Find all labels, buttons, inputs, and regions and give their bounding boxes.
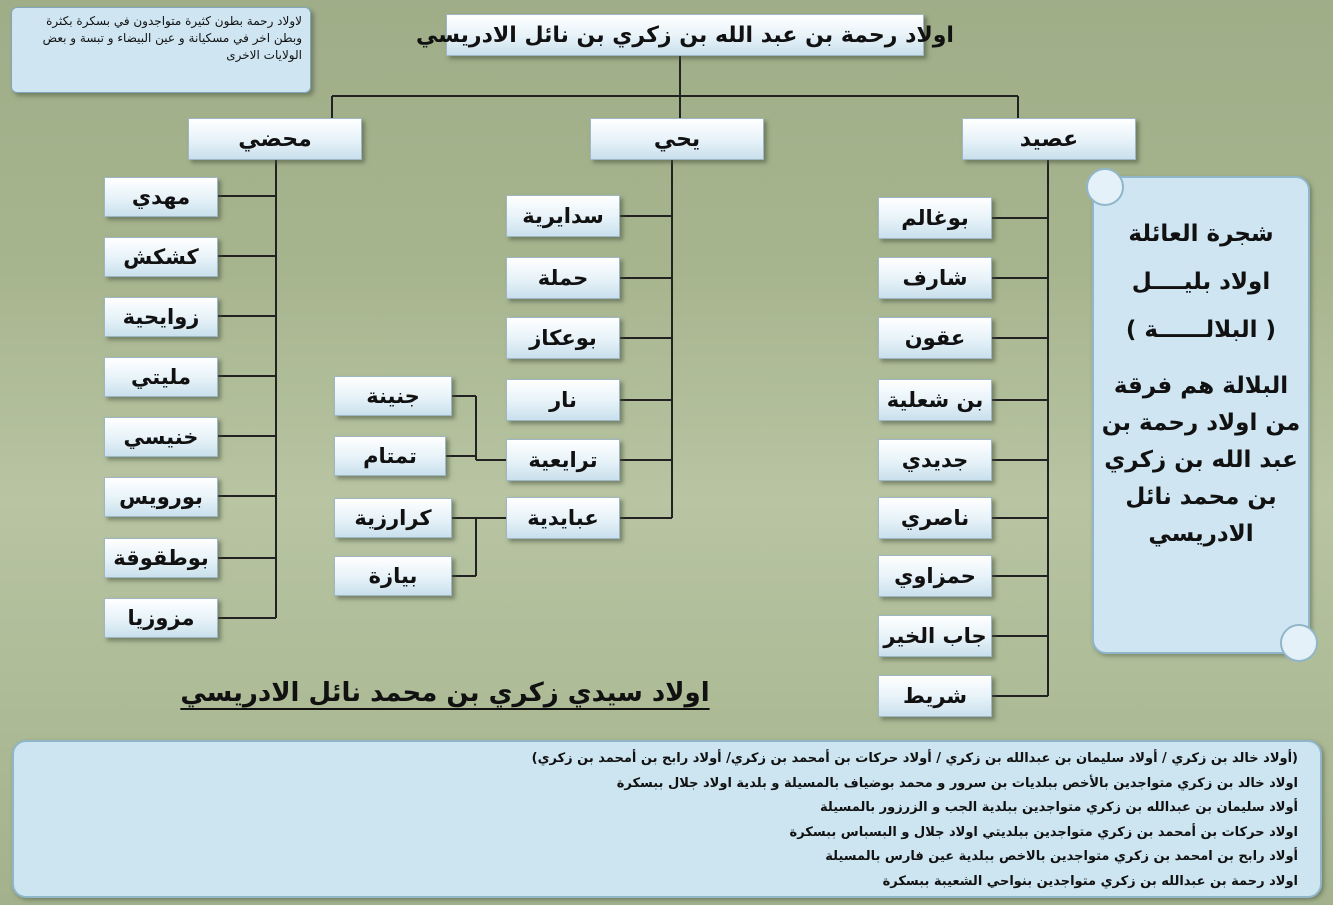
sub-node: بيازة: [334, 556, 452, 596]
branch-node-madi: محضي: [188, 118, 362, 160]
scroll-subtitle-2: ( البلالــــــة ): [1125, 317, 1277, 343]
scroll-description: البلالة هم فرقة من اولاد رحمة بن عبد الله بن زكري بن محمد نائل الادريسي: [1101, 373, 1301, 547]
scroll-curl-bottom: [1280, 624, 1318, 662]
child-node: كشكش: [104, 237, 218, 277]
sub-node: جنينة: [334, 376, 452, 416]
child-node: ناصري: [878, 497, 992, 539]
child-node: حمزاوي: [878, 555, 992, 597]
child-node: مزوزيا: [104, 598, 218, 638]
branch-node-yahia: يحي: [590, 118, 764, 160]
child-node: عقون: [878, 317, 992, 359]
note-line: أولاد رابح بن امحمد بن زكري متواجدين بالاخص ببلدية عين فارس بالمسيلة: [825, 849, 1298, 864]
bottom-notes-scroll: [12, 740, 1322, 898]
note-line: اولاد خالد بن زكري متواجدين بالأخص ببلديات بن سرور و محمد بوضياف بالمسيلة و بلدية اولاد جلال ببسكرة: [616, 775, 1298, 791]
child-node: حملة: [506, 257, 620, 299]
note-line: اولاد حركات بن أمحمد بن زكري متواجدين ببلديتي اولاد جلال و البسباس ببسكرة: [789, 824, 1298, 840]
branch-node-asid: عصيد: [962, 118, 1136, 160]
scroll-curl-top: [1086, 168, 1124, 206]
scroll-title: شجرة العائلة: [1128, 221, 1274, 247]
child-node: زوايحية: [104, 297, 218, 337]
child-node: نار: [506, 379, 620, 421]
child-node: جديدي: [878, 439, 992, 481]
note-line: اولاد رحمة بن عبدالله بن زكري متواجدين بنواحي الشعيبة ببسكرة: [882, 873, 1298, 889]
child-node: مهدي: [104, 177, 218, 217]
child-node: بن شعلية: [878, 379, 992, 421]
family-tree-scroll: [1092, 176, 1310, 654]
sub-node: تمتام: [334, 436, 446, 476]
child-node: بوعكاز: [506, 317, 620, 359]
sub-node: كرارزية: [334, 498, 452, 538]
child-node: عبايدية: [506, 497, 620, 539]
child-node: شريط: [878, 675, 992, 717]
child-node: بوغالم: [878, 197, 992, 239]
child-node: سدايرية: [506, 195, 620, 237]
child-node: شارف: [878, 257, 992, 299]
tree-heading: اولاد سيدي زكري بن محمد نائل الادريسي: [180, 678, 710, 708]
child-node: مليتي: [104, 357, 218, 397]
child-node: خنيسي: [104, 417, 218, 457]
child-node: ترايعية: [506, 439, 620, 481]
child-node: بورويس: [104, 477, 218, 517]
child-node: جاب الخير: [878, 615, 992, 657]
child-node: بوطقوقة: [104, 538, 218, 578]
note-line: أولاد سليمان بن عبدالله بن زكري متواجدين ببلدية الجب و الزرزور بالمسيلة: [820, 800, 1298, 815]
root-node: اولاد رحمة بن عبد الله بن زكري بن نائل الادريسي: [446, 14, 924, 56]
top-note: لاولاد رحمة بطون كثيرة متواجدون في بسكرة بكثرة وبطن اخر في مسكيانة و عين البيضاء و تبسة و بعض الولايات الاخرى: [11, 7, 311, 93]
scroll-subtitle: اولاد بليــــل: [1131, 269, 1271, 295]
note-line: (أولاد خالد بن زكري / أولاد سليمان بن عبدالله بن زكري / أولاد حركات بن أمحمد بن زكري/ أولاد رابح بن أمحمد بن زكري): [531, 751, 1298, 766]
